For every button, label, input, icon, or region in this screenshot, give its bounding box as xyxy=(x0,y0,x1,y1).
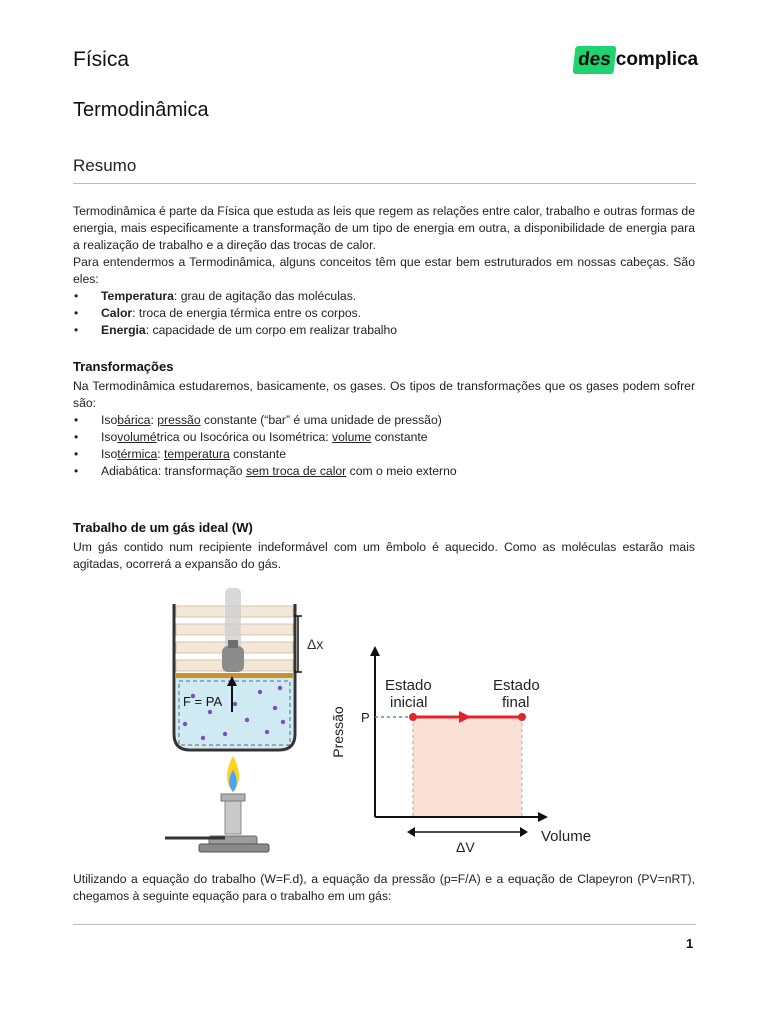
initial-state-point xyxy=(409,713,417,721)
item-underlined: volumé xyxy=(117,430,157,444)
intro-paragraph-1: Termodinâmica é parte da Física que estuda as leis que regem as relações entre calor, trabalho e outras formas de energia, mais especificamente a transformação de um tipo de energia em outra, a disponibilidade de energia para a realização de trabalho e a direção das trocas de calor. xyxy=(73,204,695,252)
item-text: trica ou Isocórica ou Isométrica: xyxy=(156,430,332,444)
logo-badge: des xyxy=(573,46,617,74)
list-item xyxy=(73,446,695,463)
logo-text: complica xyxy=(615,49,699,70)
list-item xyxy=(73,429,695,446)
concept-term: Temperatura xyxy=(101,289,174,303)
delta-v-label: ΔV xyxy=(456,839,475,855)
work-area xyxy=(413,717,522,817)
conclusion-text: Utilizando a equação do trabalho (W=F.d), a equação da pressão (p=F/A) e a equação de Clapeyron (PV=nRT), chegamos à seguinte equação para o trabalho em um gás: xyxy=(73,872,695,903)
intro-paragraph-2: Para entendermos a Termodinâmica, alguns conceitos têm que estar bem estruturados em nossas cabeças. São eles: xyxy=(73,255,695,286)
subject-title: Física xyxy=(73,48,130,71)
divider xyxy=(73,183,696,184)
page-number: 1 xyxy=(686,936,694,951)
list-item xyxy=(73,412,695,429)
trabalho-text: Um gás contido num recipiente indeformável com um êmbolo é aquecido. Como as moléculas estarão mais agitadas, ocorrerá a expansão do gás. xyxy=(73,540,695,571)
topic-title: Termodinâmica xyxy=(73,99,209,121)
concept-desc: : grau de agitação das moléculas. xyxy=(173,289,357,303)
list-item xyxy=(73,463,695,480)
list-item xyxy=(73,322,695,339)
item-text: Adiabática: transformação xyxy=(101,464,246,478)
state-final-line2: final xyxy=(502,694,530,711)
state-initial-line1: Estado xyxy=(385,677,432,694)
trabalho-block xyxy=(73,519,695,573)
gas-expansion-figure xyxy=(165,584,605,864)
item-text: com o meio externo xyxy=(346,464,457,478)
p-label: P xyxy=(361,710,370,725)
x-axis-label: Volume xyxy=(541,828,592,845)
item-underlined: temperatura xyxy=(164,447,230,461)
concept-desc: : capacidade de um corpo em realizar trabalho xyxy=(145,323,398,337)
concept-list xyxy=(73,288,695,339)
item-text: Iso xyxy=(101,413,118,427)
item-underlined: sem troca de calor xyxy=(245,464,347,478)
descomplica-logo xyxy=(574,46,698,74)
state-final-line1: Estado xyxy=(493,677,540,694)
dx-label: Δx xyxy=(307,636,324,652)
transformacoes-text: Na Termodinâmica estudaremos, basicamente, os gases. Os tipos de transformações que os gases podem sofrer são: xyxy=(73,379,695,410)
item-underlined: térmica xyxy=(117,447,158,461)
transformation-list xyxy=(73,412,695,480)
item-text: : xyxy=(150,413,158,427)
trabalho-heading: Trabalho de um gás ideal (W) xyxy=(73,520,253,535)
item-text: constante xyxy=(229,447,286,461)
transformacoes-heading: Transformações xyxy=(73,359,174,374)
section-title: Resumo xyxy=(73,156,137,175)
item-underlined: bárica xyxy=(117,413,151,427)
final-state-point xyxy=(518,713,526,721)
bunsen-burner xyxy=(165,794,269,852)
force-label: F = PA xyxy=(183,694,223,709)
item-underlined: pressão xyxy=(157,413,201,427)
list-item xyxy=(73,288,695,305)
conclusion-block xyxy=(73,871,695,905)
transformacoes-block xyxy=(73,358,695,480)
list-item xyxy=(73,305,695,322)
concept-term: Calor xyxy=(101,306,133,320)
burner-flame xyxy=(227,756,239,792)
state-initial-line2: inicial xyxy=(390,694,428,711)
footer-divider xyxy=(73,924,696,925)
piston-rod xyxy=(222,588,244,672)
concept-term: Energia xyxy=(101,323,146,337)
item-text: Iso xyxy=(101,447,118,461)
pv-graph xyxy=(370,646,548,837)
item-text: constante xyxy=(371,430,428,444)
item-text: constante (“bar” é uma unidade de pressão) xyxy=(200,413,442,427)
intro-block xyxy=(73,203,695,339)
y-axis-label: Pressão xyxy=(330,706,346,758)
concept-desc: : troca de energia térmica entre os corpos. xyxy=(132,306,362,320)
item-text: Iso xyxy=(101,430,118,444)
item-text: : xyxy=(157,447,165,461)
item-underlined: volume xyxy=(332,430,372,444)
